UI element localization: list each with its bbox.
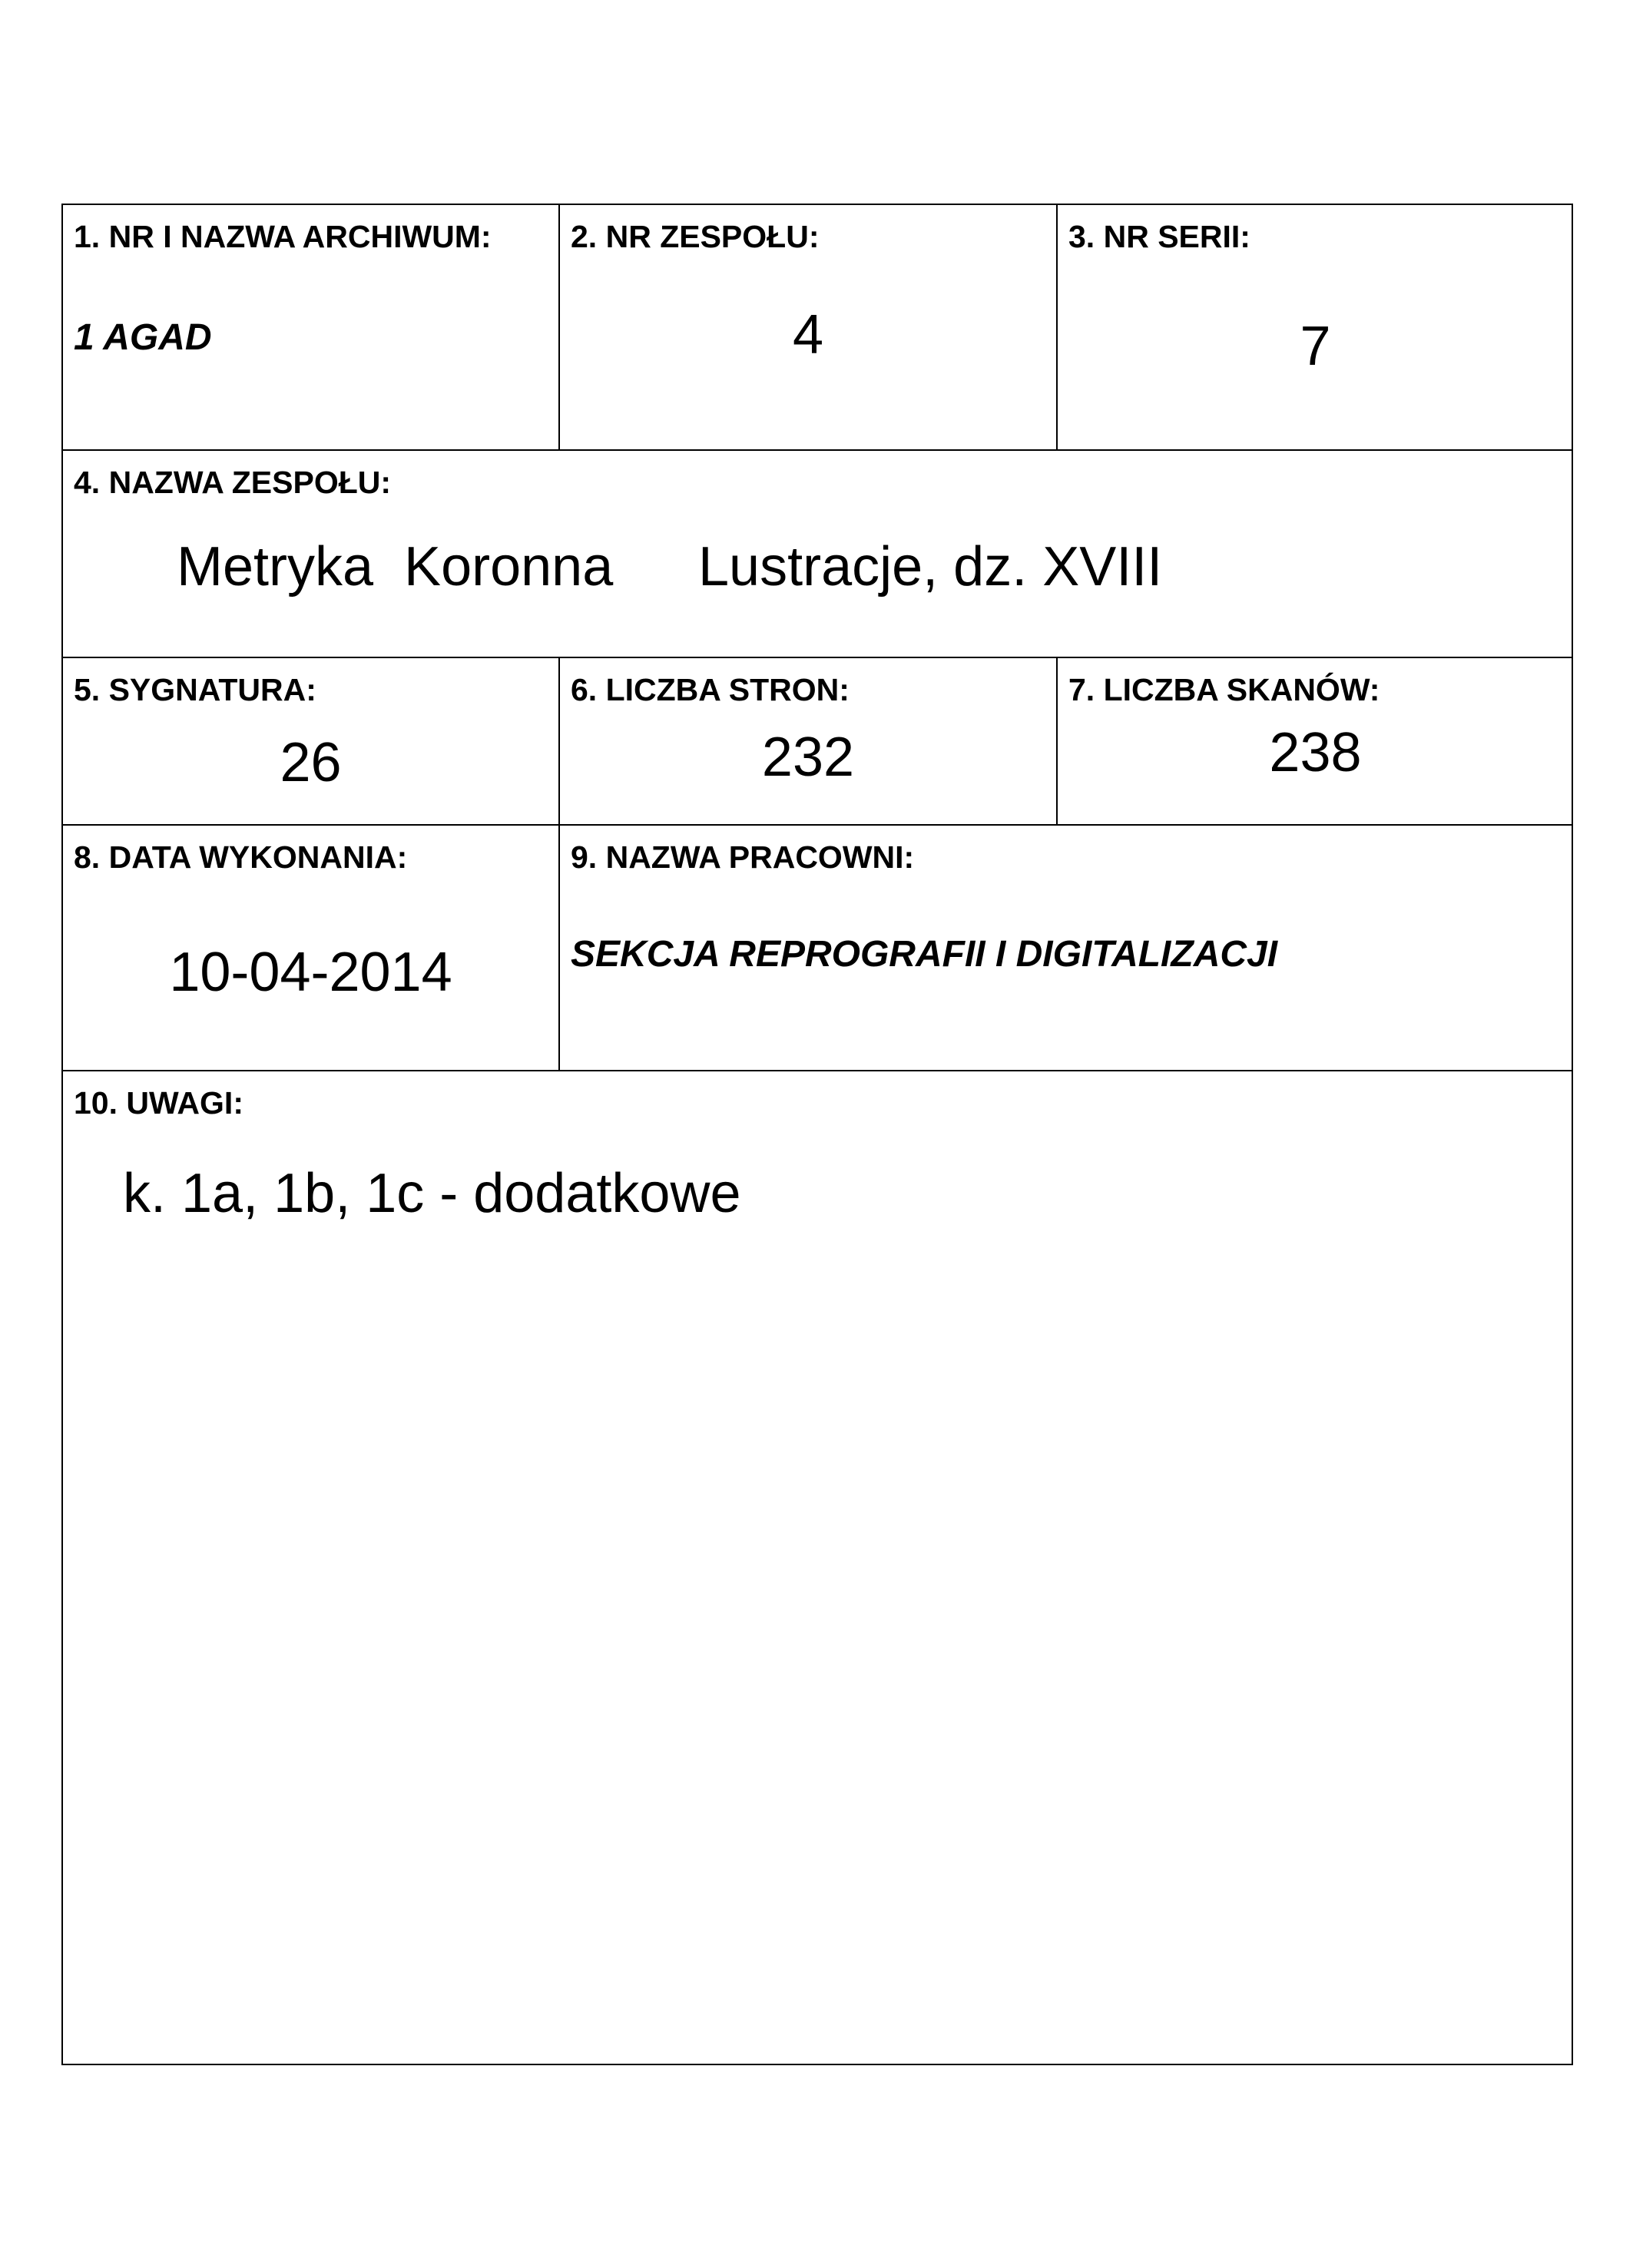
series-no-cell	[1056, 205, 1573, 449]
fonds-name-value-1: Metryka Koronna	[177, 536, 614, 598]
pages-label: 6. LICZBA STRON:	[571, 672, 850, 707]
date-label: 8. DATA WYKONANIA:	[74, 839, 408, 875]
workshop-label: 9. NAZWA PRACOWNI:	[571, 839, 915, 875]
notes-label: 10. UWAGI:	[74, 1085, 243, 1121]
series-no-label: 3. NR SERII:	[1068, 219, 1250, 254]
date-cell	[63, 824, 558, 1070]
date-value: 10-04-2014	[169, 942, 452, 1003]
archive-cell	[63, 205, 558, 449]
pages-value: 232	[761, 727, 855, 788]
archive-value: 1 AGAD	[74, 317, 212, 358]
notes-value: k. 1a, 1b, 1c - dodatkowe	[123, 1163, 741, 1224]
fonds-name-label: 4. NAZWA ZESPOŁU:	[74, 465, 392, 500]
workshop-cell	[558, 824, 1573, 1070]
signature-cell	[63, 657, 558, 824]
pages-cell	[558, 657, 1056, 824]
scans-label: 7. LICZBA SKANÓW:	[1068, 672, 1380, 707]
fonds-no-label: 2. NR ZESPOŁU:	[571, 219, 820, 254]
fonds-no-cell	[558, 205, 1056, 449]
fonds-no-value: 4	[792, 304, 824, 366]
metadata-form	[61, 204, 1573, 2065]
notes-cell	[63, 1070, 1573, 2065]
scans-cell	[1056, 657, 1573, 824]
workshop-value: SEKCJA REPROGRAFII I DIGITALIZACJI	[571, 934, 1278, 975]
signature-value: 26	[280, 732, 342, 793]
fonds-name-cell	[63, 449, 1573, 657]
fonds-name-value-2: Lustracje, dz. XVIII	[698, 536, 1163, 598]
scans-value: 238	[1269, 722, 1362, 783]
series-no-value: 7	[1300, 316, 1331, 377]
signature-label: 5. SYGNATURA:	[74, 672, 316, 707]
archive-label: 1. NR I NAZWA ARCHIWUM:	[74, 219, 492, 254]
